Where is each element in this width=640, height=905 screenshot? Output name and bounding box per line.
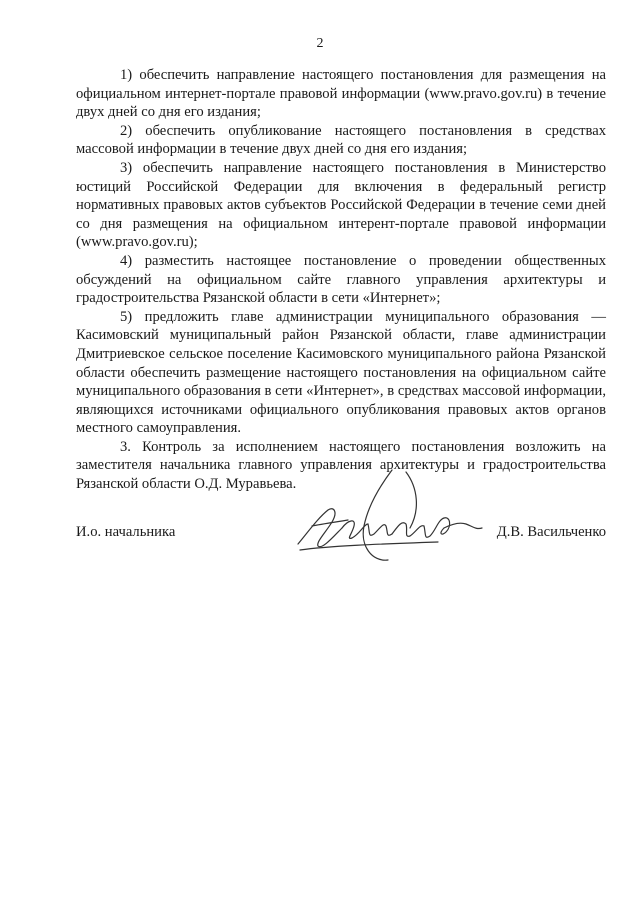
- page-number: 2: [316, 36, 324, 51]
- paragraph-item-3: 3) обеспечить направление настоящего постановления в Министерство юстиций Российской Федерации для включения в федеральный регистр нормативных правовых актов субъектов Российской Федерации в течение семи дней со дня размещения на официальном интерент-портале правовой информации (www.pravo.gov.ru);: [76, 159, 606, 251]
- paragraph-control: 3. Контроль за исполнением настоящего постановления возложить на заместителя начальника главного управления архитектуры и градостроительства Рязанской области О.Д. Муравьева.: [76, 438, 606, 493]
- signatory-name: Д.В. Васильченко: [496, 524, 606, 540]
- paragraph-item-5: 5) предложить главе администрации муниципального образования — Касимовский муниципальный район Рязанской области, главе администрации Дмитриевское сельское поселение Касимовского муниципального района Рязанской области обеспечить размещение настоящего постановления на официальном сайте муниципального образования в сети «Интернет», в средствах массовой информации, являющихся источниками официального опубликования правовых актов органов местного самоуправления.: [76, 308, 606, 437]
- document-body: [76, 66, 606, 494]
- signatory-role: И.о. начальника: [76, 524, 176, 540]
- paragraph-item-2: 2) обеспечить опубликование настоящего постановления в средствах массовой информации в течение двух дней со дня его издания;: [76, 122, 606, 158]
- handwritten-signature: [288, 466, 488, 576]
- signature-block: [76, 518, 606, 558]
- paragraph-item-1: 1) обеспечить направление настоящего постановления для размещения на официальном интернет-портале правовой информации (www.pravo.gov.ru) в течение двух дней со дня его издания;: [76, 67, 606, 121]
- paragraph-item-4: 4) разместить настоящее постановление о проведении общественных обсуждений на официальном сайте главного управления архитектуры и градостроительства Рязанской области в сети «Интернет»;: [76, 252, 606, 307]
